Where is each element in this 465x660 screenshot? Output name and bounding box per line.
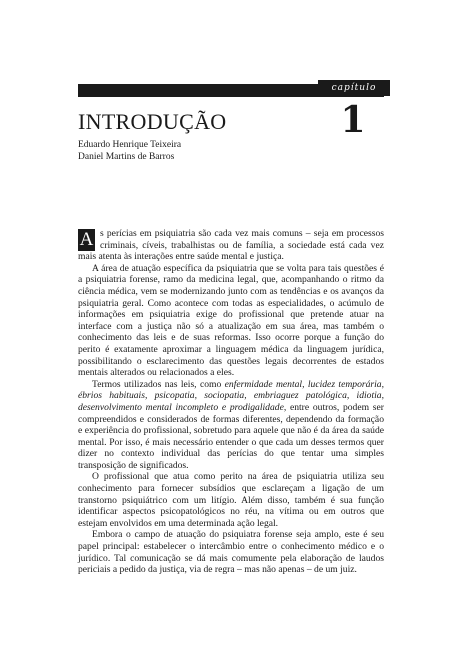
author-name: Eduardo Henrique Teixeira <box>78 140 182 150</box>
chapter-authors <box>78 139 181 163</box>
paragraph: O profissional que atua como perito na área de psiquiatria utiliza seu conhecimento para fornecer subsídios que esclareçam a ligação de um transtorno psiquiátrico com um litígio. Além disso, também é sua função identificar aspectos psicopatológicos no réu, na vítima ou em outros que estejam envolvidos em uma determinada ação legal. <box>78 471 384 529</box>
chapter-number: 1 <box>340 99 366 141</box>
paragraph-text: Termos utilizados nas leis, como <box>92 378 225 390</box>
paragraph: Embora o campo de atuação do psiquiatra forense seja amplo, este é seu papel principal: estabelecer o intercâmbio entre o conhecimento médico e o jurídico. Tal comunicação se dá mais comumente pela elaboração de laudos periciais a pedido da justiça, via de regra – mas não apenas – de um juiz. <box>78 529 384 576</box>
paragraph-text: s perícias em psiquiatria são cada vez mais comuns – seja em processos criminais, cíveis, trabalhistas ou de família, a sociedade está cada vez mais atenta às interações entre saúde mental e justiça. <box>78 228 384 263</box>
paragraph <box>78 228 384 263</box>
drop-cap: A <box>79 229 94 250</box>
chapter-title: INTRODUÇÃO <box>78 109 227 134</box>
paragraph: A área de atuação específica da psiquiatria que se volta para tais questões é a psiquiatria forense, ramo da medicina legal, que, acompanhando o ritmo da ciência médica, vem se modernizando junto com as tendências e os avanços da psiquiatria geral. Como acontece com todas as especialidades, o acúmulo de informações em psiquiatria exige do profissional que pretende atuar na interface com a justiça não só a atualização em sua área, mas também o conhecimento das leis e de suas reformas. Isso ocorre porque a função do perito é exatamente aproximar a linguagem médica da linguagem jurídica, possibilitando o esclarecimento das questões legais decorrentes de estados mentais alterados ou relacionados a eles. <box>78 262 384 379</box>
paragraph <box>78 379 384 472</box>
chapter-label: capítulo <box>318 80 390 96</box>
italic-terms: enfermidade mental, lucidez temporária, ébrios habituais, psicopatia, sociopatia, embriaguez patológica, idiotia, desenvolvimento mental incompleto e prodigalidade <box>78 378 384 413</box>
paragraph-text: , entre outros, podem ser compreendidos e considerados de formas diferentes, dependendo da formação e experiência do profissional, sobretudo para aquele que não é da área da saúde mental. Por isso, é mais necessário entender o que cada um desses termos quer dizer no contexto individual das perícias do que tentar uma simples transposição de significados. <box>78 401 384 471</box>
chapter-body <box>78 228 384 576</box>
author-name: Daniel Martins de Barros <box>78 152 175 162</box>
